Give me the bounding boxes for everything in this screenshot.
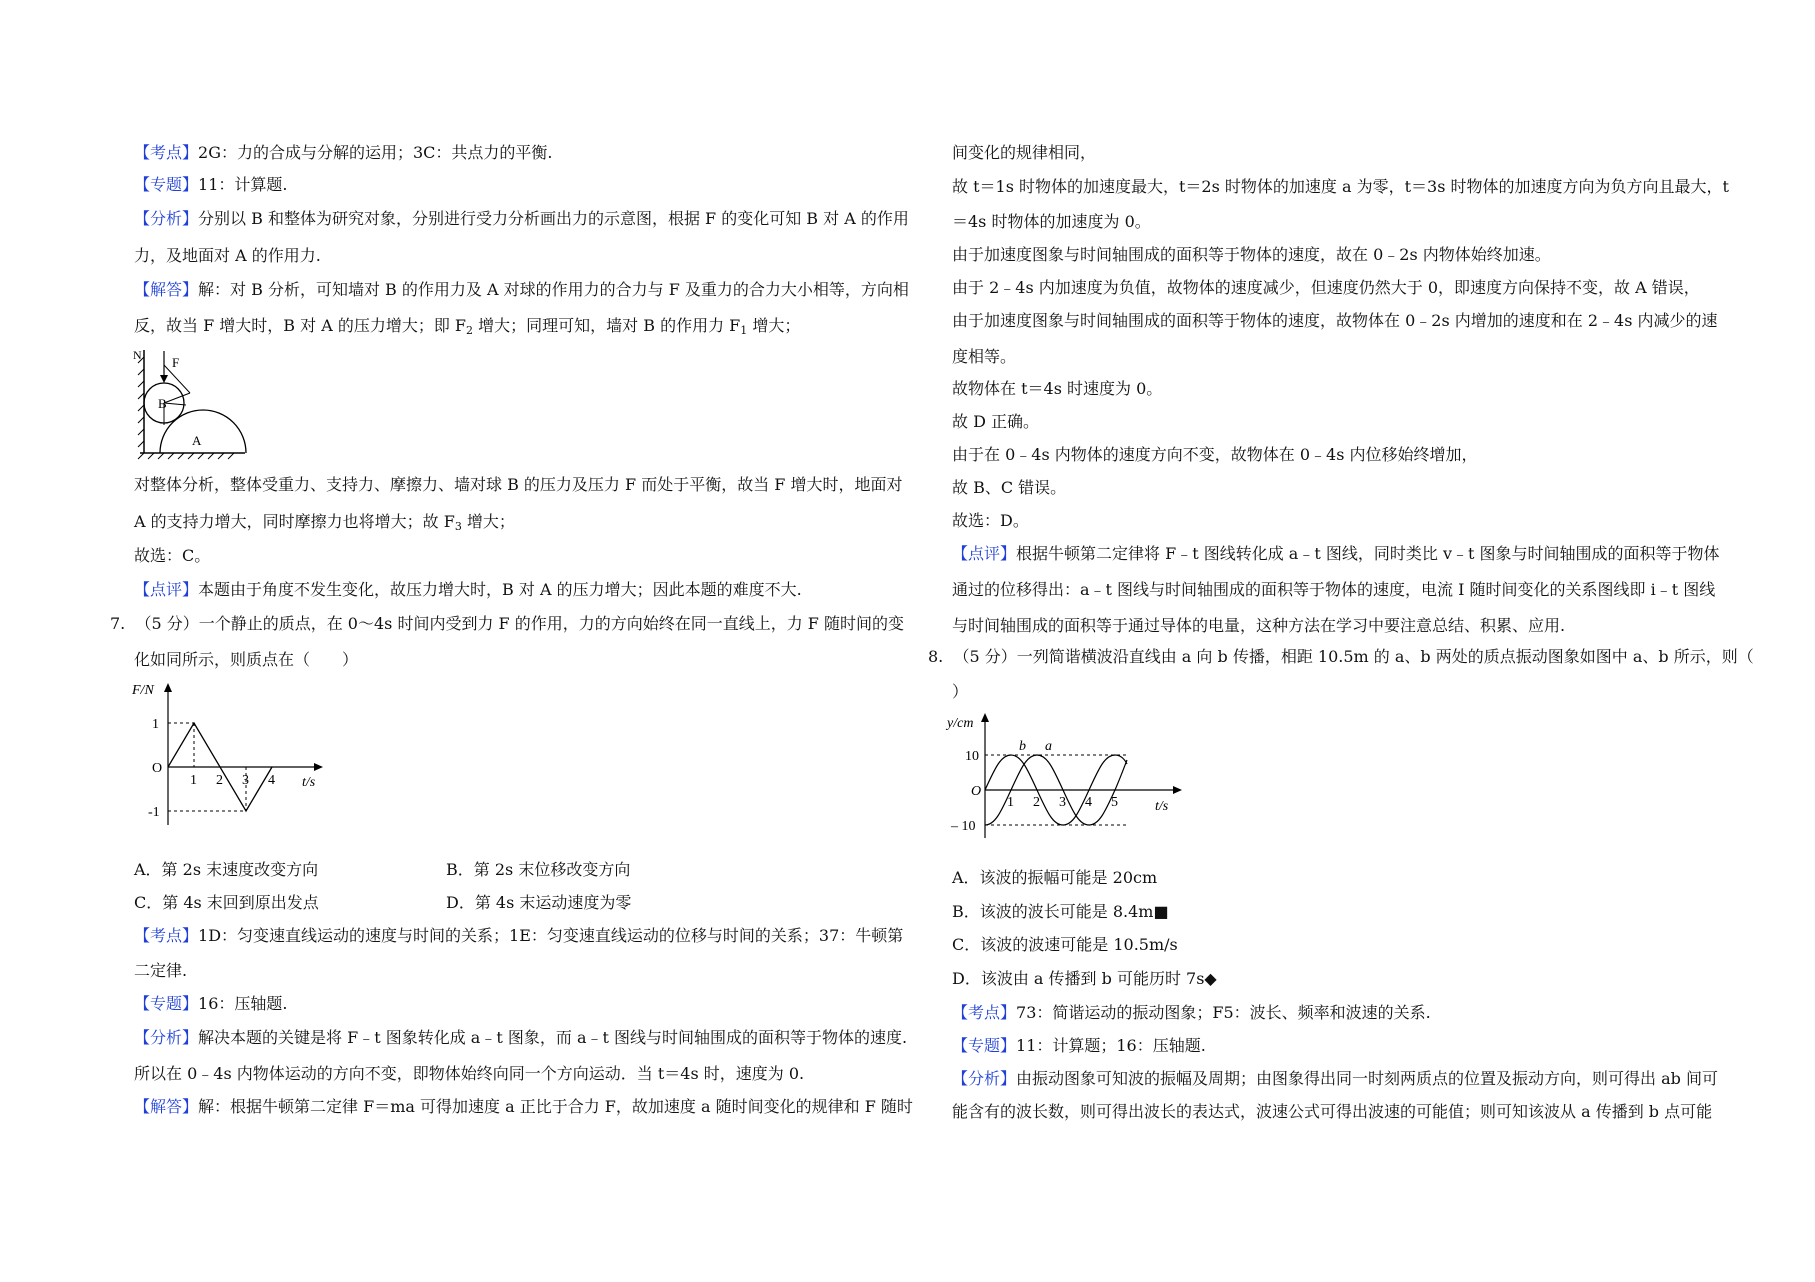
kaodian-text: 2G：力的合成与分解的运用；3C：共点力的平衡. [198,143,553,162]
q7-fenxi-line-2: 所以在 0﹣4s 内物体运动的方向不变，即物体始终向同一个方向运动．当 t＝4s 时，速度为 0. [134,1064,805,1083]
jieda-text-2e: 增大； [747,316,801,335]
sub-1: 1 [740,324,748,337]
y-tick-neg1: -1 [148,805,160,820]
right-line-8: 故物体在 t＝4s 时速度为 0。 [952,379,1163,398]
q7-stem: （5 分）一个静止的质点，在 0～4s 时间内受到力 F 的作用，力的方向始终在同一直线上，力 F 随时间的变 [135,614,904,633]
origin-label: O [152,761,163,776]
q7-fenxi-text: 解决本题的关键是将 F﹣t 图象转化成 a﹣t 图象，而 a﹣t 图线与时间轴围成的面积等于物体的速度. [198,1028,908,1047]
x-tick-2: 2 [1033,795,1040,810]
curve-a-label: a [1045,739,1052,754]
q8-kaodian-line [952,1003,1431,1023]
right-line-2: 故 t＝1s 时物体的加速度最大，t＝2s 时物体的加速度 a 为零，t＝3s 时物体的加速度方向为负方向且最大，t [952,177,1729,196]
x-tick-1: 1 [190,773,197,788]
right-line-9: 故 D 正确。 [952,412,1040,431]
right-dianping-line [952,544,1720,564]
whole-text-2a: A 的支持力增大，同时摩擦力也将增大；故 F [134,512,455,531]
y-axis-label: y/cm [947,716,974,731]
q7-line-2: 化如同所示，则质点在（ ） [134,650,359,669]
right-line-4: 由于加速度图象与时间轴围成的面积等于物体的速度，故在 0﹣2s 内物体始终加速。 [952,245,1551,264]
right-line-12: 故选：D。 [952,511,1029,530]
fenxi-line-2: 力，及地面对 A 的作用力. [134,246,321,265]
x-axis-label: t/s [1155,799,1169,814]
right-dianping-tag: 【点评】 [952,544,1017,563]
q7-fenxi-line [134,1028,907,1048]
q7-kaodian-line-2: 二定律. [134,961,188,980]
q8-fenxi-tag: 【分析】 [952,1069,1017,1088]
y-tick-10: 10 [965,749,979,764]
q8-line-2: ） [952,682,969,701]
q8-zhuanti-line [952,1036,1206,1056]
q7-kaodian-tag: 【考点】 [134,926,199,945]
q7-option-c: C．第 4s 末回到原出发点 [134,893,319,912]
q8-kaodian-text: 73：简谐运动的振动图象；F5：波长、频率和波速的关系. [1016,1003,1431,1022]
force-diagram [130,345,250,460]
x-tick-1: 1 [1007,795,1014,810]
q8-fenxi-line [952,1069,1718,1089]
right-dianping-line-3: 与时间轴围成的面积等于通过导体的电量，这种方法在学习中要注意总结、积累、应用. [952,616,1566,635]
x-axis-label: t/s [302,775,316,790]
answer-line: 故选：C。 [134,546,211,565]
label-f: F [172,355,180,370]
label-b: B [158,396,167,411]
f-t-graph [130,680,330,830]
zhuanti-text: 11：计算题. [198,175,288,194]
q7-kaodian-text: 1D：匀变速直线运动的速度与时间的关系；1E：匀变速直线运动的位移与时间的关系；37：牛顿第 [198,926,904,945]
q8-zhuanti-tag: 【专题】 [952,1036,1017,1055]
right-line-5: 由于 2﹣4s 内加速度为负值，故物体的速度减少，但速度仍然大于 0，即速度方向保持不变，故 A 错误， [952,278,1700,297]
y-axis-label: F/N [132,683,154,698]
kaodian-tag: 【考点】 [134,143,199,162]
y-tick-neg10: – 10 [951,819,976,834]
right-dianping-line-2: 通过的位移得出：a﹣t 图线与时间轴围成的面积等于物体的速度，电流 I 随时间变化的关系图线即 i﹣t 图线 [952,580,1716,599]
curve-b-label: b [1019,739,1026,754]
q8-option-b: B．该波的波长可能是 8.4m■ [952,902,1169,921]
q7-fenxi-tag: 【分析】 [134,1028,199,1047]
fenxi-text: 分别以 B 和整体为研究对象，分别进行受力分析画出力的示意图，根据 F 的变化可知 B 对 A 的作用 [198,209,909,228]
fenxi-line [134,209,909,229]
x-tick-3: 3 [1059,795,1066,810]
q8-fenxi-text: 由振动图象可知波的振幅及周期；由图象得出同一时刻两质点的位置及振动方向，则可得出 ab 间可 [1016,1069,1718,1088]
zhuanti-tag: 【专题】 [134,175,199,194]
q8-fenxi-line-2: 能含有的波长数，则可得出波长的表达式，波速公式可得出波速的可能值；则可知该波从 a 传播到 b 点可能 [952,1102,1713,1121]
jieda-tag: 【解答】 [134,280,199,299]
q7-option-a: A．第 2s 末速度改变方向 [134,860,319,879]
fenxi-tag: 【分析】 [134,209,199,228]
dianping-tag: 【点评】 [134,580,199,599]
vibration-graph [945,710,1185,840]
q7-jieda-text: 解：根据牛顿第二定律 F＝ma 可得加速度 a 正比于合力 F，故加速度 a 随时间变化的规律和 F 随时 [198,1097,913,1116]
right-line-6: 由于加速度图象与时间轴围成的面积等于物体的速度，故物体在 0﹣2s 内增加的速度和在 2﹣4s 内减少的速 [952,311,1718,330]
whole-line-2 [134,512,515,532]
x-tick-4: 4 [268,773,275,788]
q7-zhuanti-tag: 【专题】 [134,994,199,1013]
kaodian-line [134,143,553,163]
x-tick-5: 5 [1111,795,1118,810]
y-tick-1: 1 [152,717,159,732]
q8-option-d: D．该波由 a 传播到 b 可能历时 7s◆ [952,969,1217,988]
right-dianping-text: 根据牛顿第二定律将 F﹣t 图线转化成 a﹣t 图线，同时类比 v﹣t 图象与时间轴围成的面积等于物体 [1016,544,1720,563]
q7-kaodian-line [134,926,903,946]
q8-line-1 [928,647,1754,667]
q7-jieda-line [134,1097,913,1117]
q8-stem: （5 分）一列简谐横波沿直线由 a 向 b 传播，相距 10.5m 的 a、b 两处的质点振动图象如图中 a、b 所示，则（ [953,647,1754,666]
jieda-text-2a: 反，故当 F 增大时，B 对 A 的压力增大；即 F [134,316,467,335]
origin-label: O [971,784,982,799]
jieda-line-2 [134,316,800,336]
x-tick-3: 3 [242,773,249,788]
q8-zhuanti-text: 11：计算题；16：压轴题. [1016,1036,1206,1055]
right-line-7: 度相等。 [952,347,1017,366]
jieda-line [134,280,909,300]
jieda-text-2c: 增大；同理可知，墙对 B 的作用力 F [473,316,741,335]
dianping-text: 本题由于角度不发生变化，故压力增大时，B 对 A 的压力增大；因此本题的难度不大. [198,580,802,599]
q8-number: 8. [928,647,944,666]
right-line-1: 间变化的规律相同， [952,143,1097,162]
q7-zhuanti-text: 16：压轴题. [198,994,288,1013]
q7-jieda-tag: 【解答】 [134,1097,199,1116]
q8-option-c: C．该波的波速可能是 10.5m/s [952,935,1178,954]
q8-kaodian-tag: 【考点】 [952,1003,1017,1022]
x-tick-2: 2 [216,773,223,788]
label-n: N [133,348,142,362]
q7-number: 7. [110,614,126,633]
q7-line-1 [110,614,904,634]
sub-2: 2 [466,324,474,337]
q8-option-a: A．该波的振幅可能是 20cm [952,868,1158,887]
right-line-11: 故 B、C 错误。 [952,478,1067,497]
jieda-text: 解：对 B 分析，可知墙对 B 的作用力及 A 对球的作用力的合力与 F 及重力的合力大小相等，方向相 [198,280,909,299]
right-line-3: ＝4s 时物体的加速度为 0。 [952,212,1151,231]
x-tick-4: 4 [1085,795,1092,810]
q7-option-d: D．第 4s 末运动速度为零 [446,893,632,912]
dianping-line [134,580,802,600]
zhuanti-line [134,175,287,195]
whole-text-2c: 增大； [461,512,515,531]
q7-option-b: B．第 2s 末位移改变方向 [446,860,631,879]
q7-zhuanti-line [134,994,287,1014]
whole-line-1: 对整体分析，整体受重力、支持力、摩擦力、墙对球 B 的压力及压力 F 而处于平衡，故当 F 增大时，地面对 [134,475,903,494]
sub-3: 3 [454,520,462,533]
label-a: A [192,433,202,448]
right-line-10: 由于在 0﹣4s 内物体的速度方向不变，故物体在 0﹣4s 内位移始终增加， [952,445,1478,464]
